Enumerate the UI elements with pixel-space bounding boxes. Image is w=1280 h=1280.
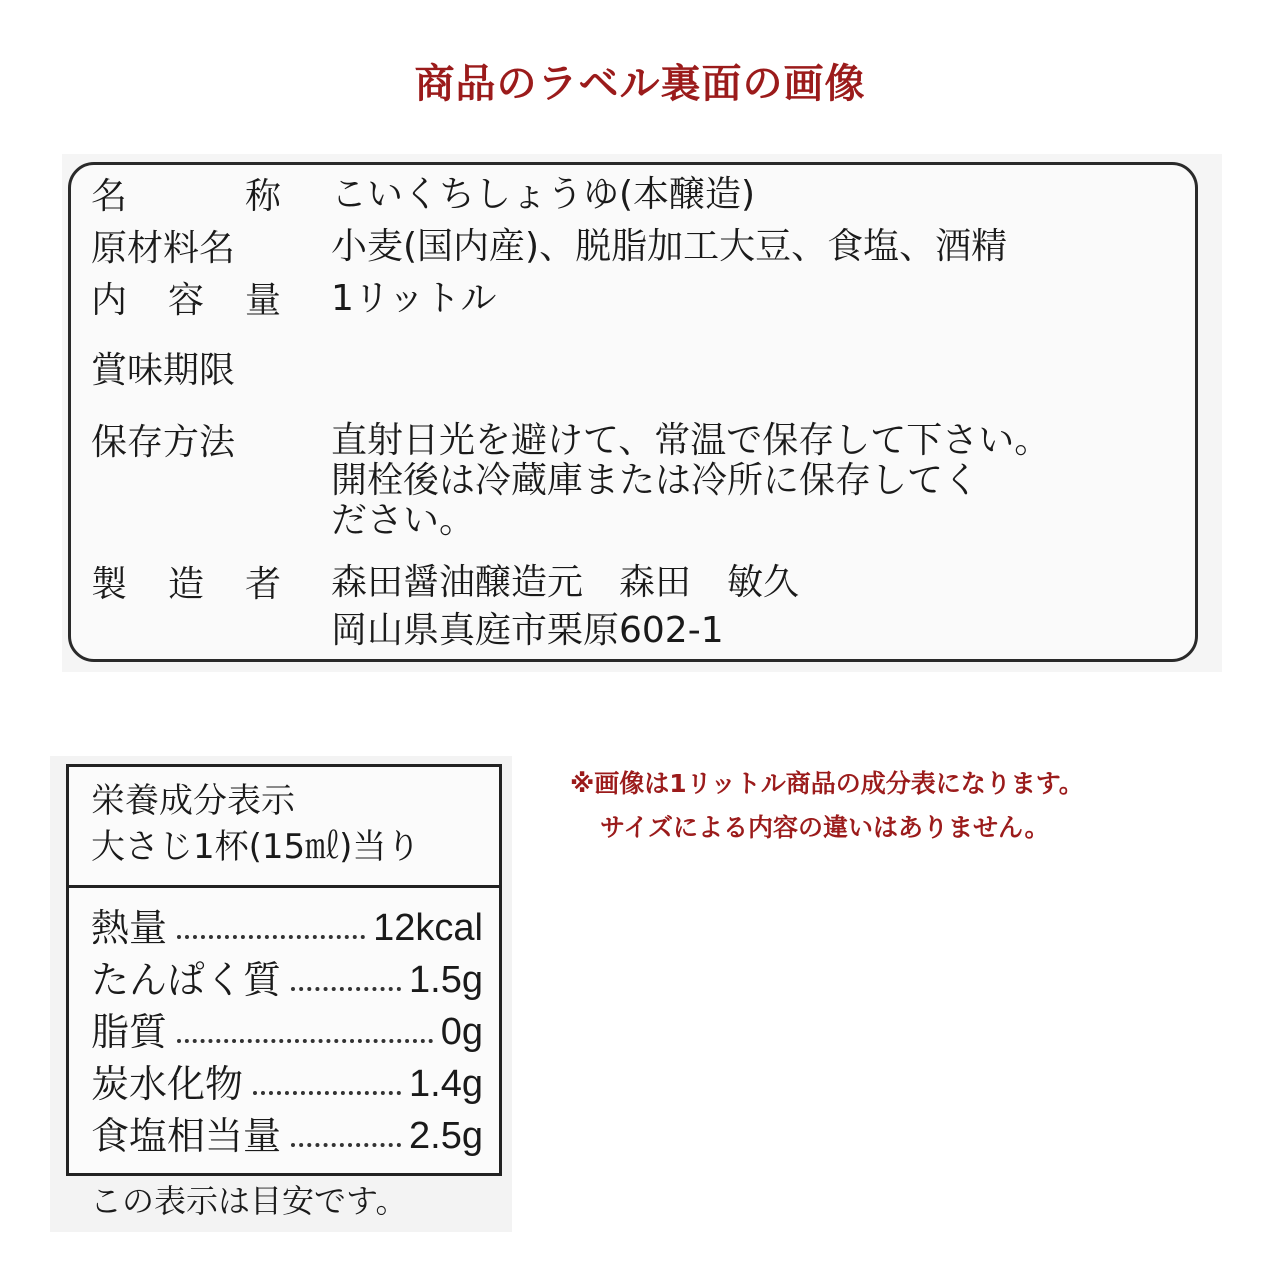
nutrition-item-salt: 食塩相当量 2.5g <box>91 1111 483 1161</box>
page-title: 商品のラベル裏面の画像 <box>414 61 866 107</box>
nutrition-item-protein: たんぱく質 1.5g <box>91 955 483 1005</box>
nutrition-item-carbohydrate: 炭水化物 1.4g <box>91 1059 483 1109</box>
row-value: こいくちしょうゆ(本醸造) <box>331 174 756 215</box>
row-label: 内 容 量 <box>91 280 281 321</box>
label-box <box>68 162 1198 662</box>
nutrition-note: この表示は目安です。 <box>90 1182 408 1220</box>
notice-line-1: ※画像は1リットル商品の成分表になります。 <box>570 769 1084 798</box>
nutrition-photo <box>50 756 512 1232</box>
nutrition-table <box>66 764 502 1176</box>
leader-dots <box>291 955 401 991</box>
nutrition-serving: 大さじ1杯(15㎖)当り <box>91 827 421 867</box>
nutrition-header <box>69 767 499 888</box>
leader-dots <box>177 903 365 939</box>
notice-line-2: サイズによる内容の違いはありません。 <box>600 813 1050 842</box>
row-label: 製 造 者 <box>91 564 281 605</box>
row-value: 森田醤油醸造元 森田 敏久 岡山県真庭市栗原602-1 <box>331 562 800 651</box>
nutrition-title: 栄養成分表示 <box>91 781 295 821</box>
row-label: 保存方法 <box>91 422 236 463</box>
row-label: 原材料名 <box>91 228 236 269</box>
row-value: 小麦(国内産)、脱脂加工大豆、食塩、酒精 <box>331 226 1008 267</box>
row-label: 賞味期限 <box>91 350 236 391</box>
row-value: 1リットル <box>331 278 497 319</box>
label-photo <box>62 154 1222 672</box>
leader-dots <box>291 1111 401 1147</box>
nutrition-item-fat: 脂質 0g <box>91 1007 483 1057</box>
notice <box>560 762 1240 850</box>
leader-dots <box>253 1059 401 1095</box>
row-value: 直射日光を避けて、常温で保存して下さい。 開栓後は冷蔵庫または冷所に保存してく ださい。 <box>331 420 1051 541</box>
row-label: 名 称 <box>91 176 281 217</box>
nutrition-item-energy: 熱量 12kcal <box>91 903 483 953</box>
leader-dots <box>177 1007 433 1043</box>
